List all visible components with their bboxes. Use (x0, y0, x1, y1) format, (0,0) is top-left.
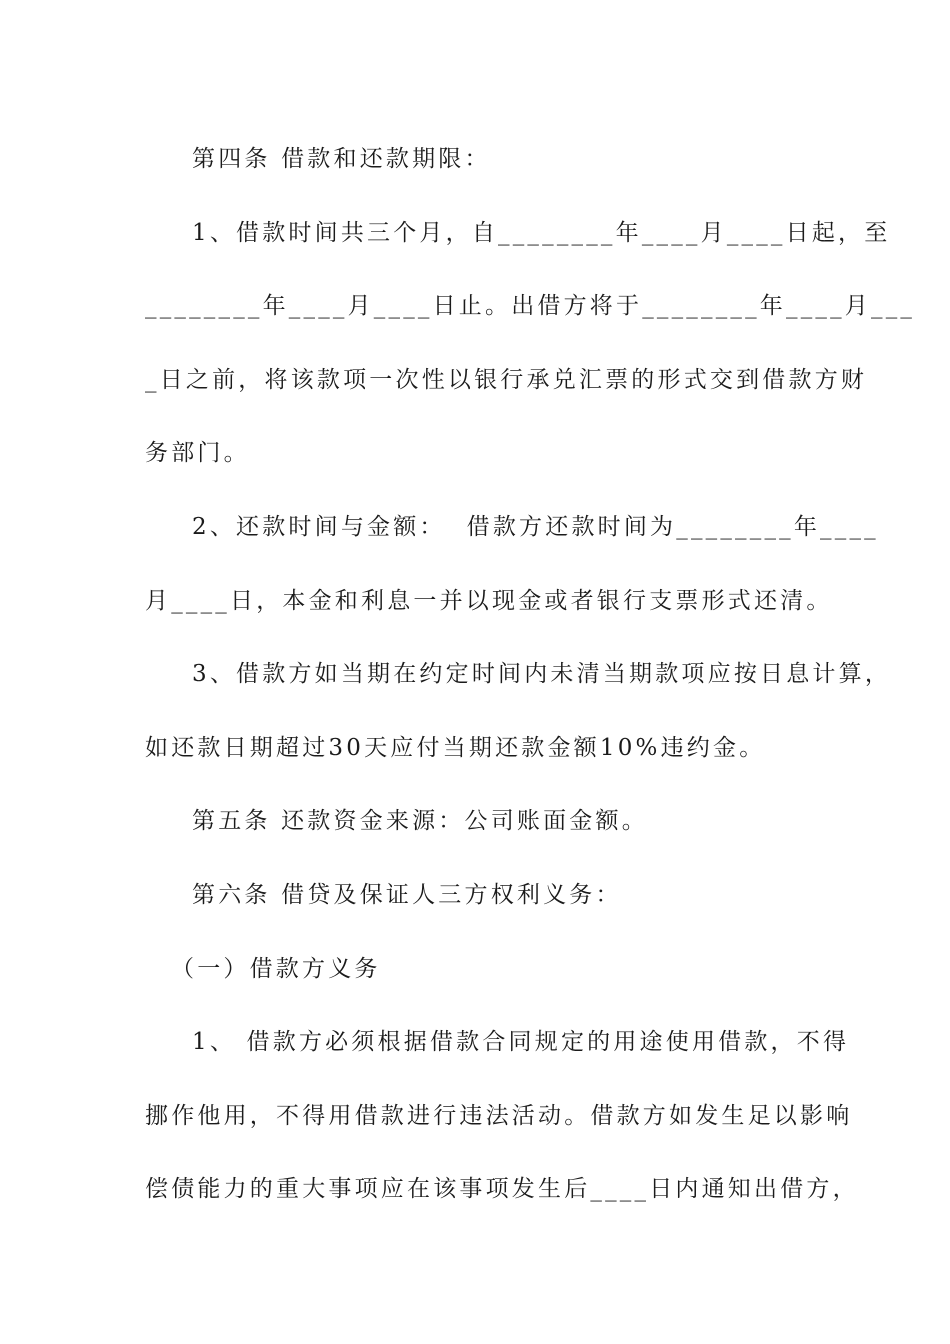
article-4-heading: 第四条 借款和还款期限： (192, 146, 491, 172)
article-5-heading: 第五条 还款资金来源：公司账面金额。 (192, 808, 648, 835)
article-4-item-1-line-2: ________年____月____日止。出借方将于________年____月___ (145, 293, 916, 320)
article-4-item-2-line-2: 月____日，本金和利息一并以现金或者银行支票形式还清。 (145, 587, 833, 614)
article-6-heading: 第六条 借贷及保证人三方权利义务： (192, 881, 622, 908)
article-4-item-1-line-1: 1、借款时间共三个月，自________年____月____日起，至 (192, 219, 891, 246)
borrower-obligation-1-line-1: 1、 借款方必须根据借款合同规定的用途使用借款，不得 (192, 1029, 850, 1056)
article-4-item-1-line-4: 务部门。 (145, 440, 250, 467)
borrower-obligations-heading: （一）借款方义务 (171, 955, 381, 982)
borrower-obligation-1-line-3: 偿债能力的重大事项应在该事项发生后____日内通知出借方， (145, 1176, 859, 1203)
article-4-item-2-line-1: 2、还款时间与金额： 借款方还款时间为________年____ (192, 513, 879, 540)
borrower-obligation-1-line-2: 挪作他用，不得用借款进行违法活动。借款方如发生足以影响 (145, 1102, 853, 1129)
article-4-item-3-line-2: 如还款日期超过30天应付当期还款金额10%违约金。 (145, 734, 766, 761)
article-4-item-3-line-1: 3、借款方如当期在约定时间内未清当期款项应按日息计算， (192, 661, 892, 688)
article-4-item-1-line-3: _日之前，将该款项一次性以银行承兑汇票的形式交到借款方财 (145, 366, 868, 393)
document-body (145, 123, 916, 1227)
